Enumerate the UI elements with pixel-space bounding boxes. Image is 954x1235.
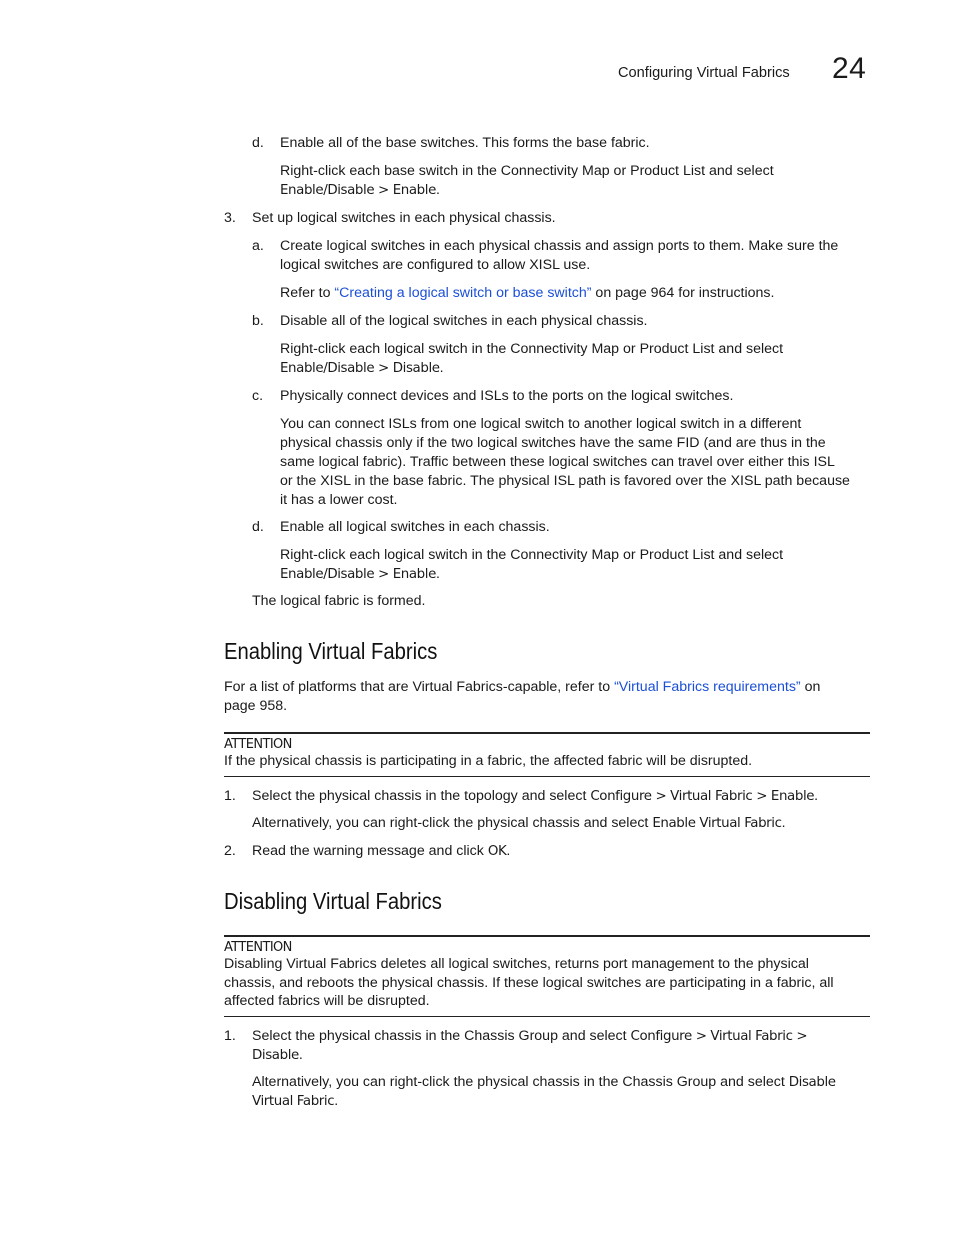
- step-number: 1.: [224, 1028, 236, 1044]
- step-prefix: Select the physical chassis in the Chassis Group and select: [252, 1028, 631, 1044]
- step-number: 1.: [224, 788, 236, 804]
- menu-path: Enable/Disable > Enable: [280, 183, 436, 198]
- paragraph-line: You can connect ISLs from one logical switch to another logical switch in a different: [280, 416, 802, 432]
- step-text: Disable all of the logical switches in each physical chassis.: [280, 313, 648, 329]
- refer-suffix: on page 964 for instructions.: [591, 285, 775, 301]
- attention-label: ATTENTION: [224, 940, 292, 955]
- menu-path: Disable: [252, 1048, 299, 1063]
- attention-bottom-rule: [224, 776, 870, 777]
- cross-reference-link[interactable]: “Creating a logical switch or base switch”: [334, 285, 592, 301]
- step-label: d.: [252, 519, 264, 535]
- attention-label: ATTENTION: [224, 737, 292, 752]
- intro-line: [224, 678, 820, 697]
- button-name: OK: [487, 844, 507, 859]
- section-heading-enabling: Enabling Virtual Fabrics: [224, 638, 438, 664]
- step-text: Disable.: [252, 1047, 303, 1063]
- step-note: Right-click each logical switch in the Connectivity Map or Product List and select: [280, 341, 784, 357]
- step-text: Enable all of the base switches. This forms the base fabric.: [280, 135, 650, 151]
- note-prefix: Alternatively, you can right-click the physical chassis and select: [252, 815, 653, 831]
- step-label: c.: [252, 388, 264, 404]
- result-text: The logical fabric is formed.: [252, 593, 426, 609]
- intro-prefix: For a list of platforms that are Virtual Fabrics-capable, refer to: [224, 679, 615, 695]
- menu-path: Enable/Disable > Disable: [280, 361, 440, 376]
- chapter-number: 24: [832, 52, 867, 85]
- step-note: Virtual Fabric.: [252, 1093, 339, 1109]
- paragraph-line: or the XISL in the base fabric. The physical ISL path is favored over the XISL path because: [280, 473, 850, 489]
- attention-text: affected fabrics will be disrupted.: [224, 993, 430, 1009]
- menu-path: Virtual Fabric: [252, 1094, 335, 1109]
- menu-path-line: Enable/Disable > Enable.: [280, 566, 440, 582]
- step-text: [252, 1027, 807, 1046]
- step-number: 2.: [224, 843, 236, 859]
- cross-reference-line: [280, 284, 774, 303]
- menu-path: Configure > Virtual Fabric > Enable: [590, 789, 815, 804]
- paragraph-line: physical chassis only if the two logical switches have the same FID (and are thus in the: [280, 435, 826, 451]
- step-label: d.: [252, 135, 264, 151]
- menu-path-line: Enable/Disable > Disable.: [280, 360, 444, 376]
- attention-text: chassis, and reboots the physical chassis. If these logical switches are participating in a fabric, all: [224, 975, 834, 991]
- intro-suffix: on: [800, 679, 821, 695]
- attention-top-rule: [224, 732, 870, 734]
- step-prefix: Select the physical chassis in the topology and select: [252, 788, 591, 804]
- paragraph-line: same logical fabric). Traffic between these logical switches can travel over either this ISL: [280, 454, 835, 470]
- step-note: [252, 1073, 836, 1092]
- step-note: Alternatively, you can right-click the physical chassis and select Enable Virtual Fabric.: [252, 815, 786, 831]
- section-heading-disabling: Disabling Virtual Fabrics: [224, 888, 442, 914]
- attention-bottom-rule: [224, 1016, 870, 1017]
- step-text: Select the physical chassis in the topology and select Configure > Virtual Fabric > Enable.: [252, 788, 819, 804]
- step-text: Physically connect devices and ISLs to the ports on the logical switches.: [280, 388, 734, 404]
- step-note: Right-click each base switch in the Connectivity Map or Product List and select: [280, 163, 774, 179]
- paragraph-line: it has a lower cost.: [280, 492, 398, 508]
- menu-path: Enable/Disable > Enable: [280, 567, 436, 582]
- refer-prefix: Refer to: [280, 285, 335, 301]
- attention-top-rule: [224, 935, 870, 937]
- menu-path: Configure > Virtual Fabric >: [630, 1029, 808, 1044]
- step-label: a.: [252, 238, 264, 254]
- step-text: Set up logical switches in each physical chassis.: [252, 210, 556, 226]
- step-note: Right-click each logical switch in the Connectivity Map or Product List and select: [280, 547, 784, 563]
- cross-reference-link[interactable]: “Virtual Fabrics requirements”: [614, 679, 801, 695]
- step-text: Enable all logical switches in each chassis.: [280, 519, 550, 535]
- menu-path-line: Enable/Disable > Enable.: [280, 182, 440, 198]
- intro-line: page 958.: [224, 698, 288, 714]
- menu-path: Disable: [788, 1075, 836, 1090]
- step-label: b.: [252, 313, 264, 329]
- note-prefix: Alternatively, you can right-click the physical chassis in the Chassis Group and select: [252, 1074, 789, 1090]
- step-text: Read the warning message and click OK.: [252, 843, 511, 859]
- step-prefix: Read the warning message and click: [252, 843, 488, 859]
- step-number: 3.: [224, 210, 236, 226]
- step-text: Create logical switches in each physical chassis and assign ports to them. Make sure the: [280, 238, 839, 254]
- attention-text: Disabling Virtual Fabrics deletes all logical switches, returns port management to the physical: [224, 956, 809, 972]
- running-header: Configuring Virtual Fabrics: [618, 65, 790, 81]
- attention-text: If the physical chassis is participating in a fabric, the affected fabric will be disrupted.: [224, 753, 753, 769]
- step-text: logical switches are configured to allow XISL use.: [280, 257, 591, 273]
- menu-path: Enable Virtual Fabric: [652, 816, 782, 831]
